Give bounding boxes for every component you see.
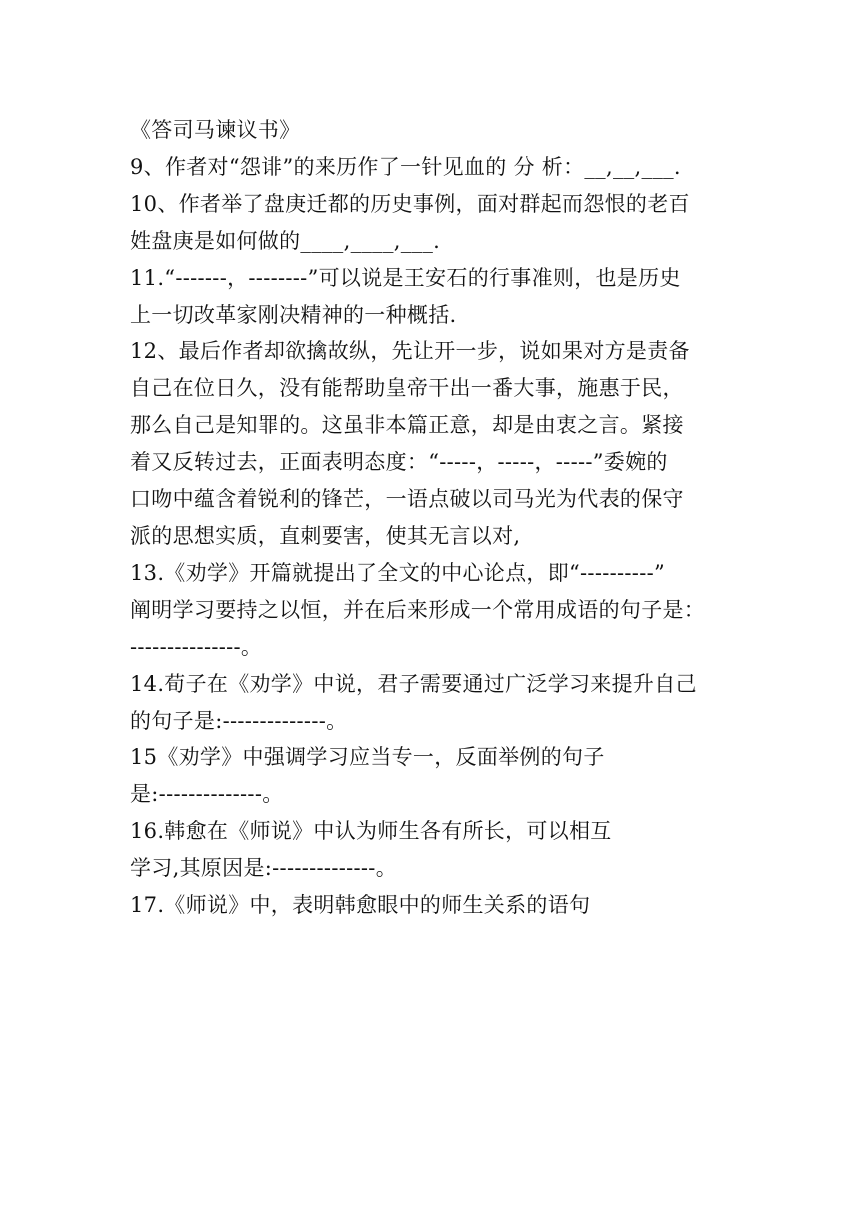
text-line: 口吻中蕴含着锐利的锋芒，一语点破以司马光为代表的保守 xyxy=(130,487,684,512)
text-line: 16.韩愈在《师说》中认为师生各有所长，可以相互 xyxy=(130,819,612,844)
text-line: 的句子是:--------------。 xyxy=(130,708,348,733)
text-line: 是:--------------。 xyxy=(130,782,284,807)
text-line: 11.“-------，--------”可以说是王安石的行事准则，也是历史 xyxy=(130,265,681,290)
text-line: 姓盘庚是如何做的____,____,___. xyxy=(130,228,441,253)
text-line: 自己在位日久，没有能帮助皇帝干出一番大事，施惠于民， xyxy=(130,376,684,401)
document-page xyxy=(130,112,750,924)
text-line: 9、作者对“怨诽”的来历作了一针见血的 分 析：__,__,___. xyxy=(130,154,681,179)
text-line: 学习,其原因是:--------------。 xyxy=(130,856,397,881)
text-line: 阐明学习要持之以恒，并在后来形成一个常用成语的句子是： xyxy=(130,597,706,622)
text-line: ---------------。 xyxy=(130,634,263,659)
text-line: 派的思想实质，直刺要害，使其无言以对, xyxy=(130,523,521,548)
text-line: 15《劝学》中强调学习应当专一，反面举例的句子 xyxy=(130,745,605,770)
text-line: 10、作者举了盘庚迁都的历史事例，面对群起而怨恨的老百 xyxy=(130,191,690,216)
text-line: 上一切改革家刚决精神的一种概括. xyxy=(130,302,457,327)
text-line: 13.《劝学》开篇就提出了全文的中心论点，即“----------” xyxy=(130,560,666,585)
text-line: 12、最后作者却欲擒故纵，先让开一步，说如果对方是责备 xyxy=(130,339,690,364)
text-line: 《答司马谏议书》 xyxy=(130,118,301,142)
text-line: 14.荀子在《劝学》中说，君子需要通过广泛学习来提升自己 xyxy=(130,671,697,696)
text-line: 那么自己是知罪的。这虽非本篇正意，却是由衷之言。紧接 xyxy=(130,413,684,438)
text-line: 17.《师说》中，表明韩愈眼中的师生关系的语句 xyxy=(130,893,591,918)
text-line: 着又反转过去，正面表明态度：“-----，-----，-----”委婉的 xyxy=(130,450,668,475)
